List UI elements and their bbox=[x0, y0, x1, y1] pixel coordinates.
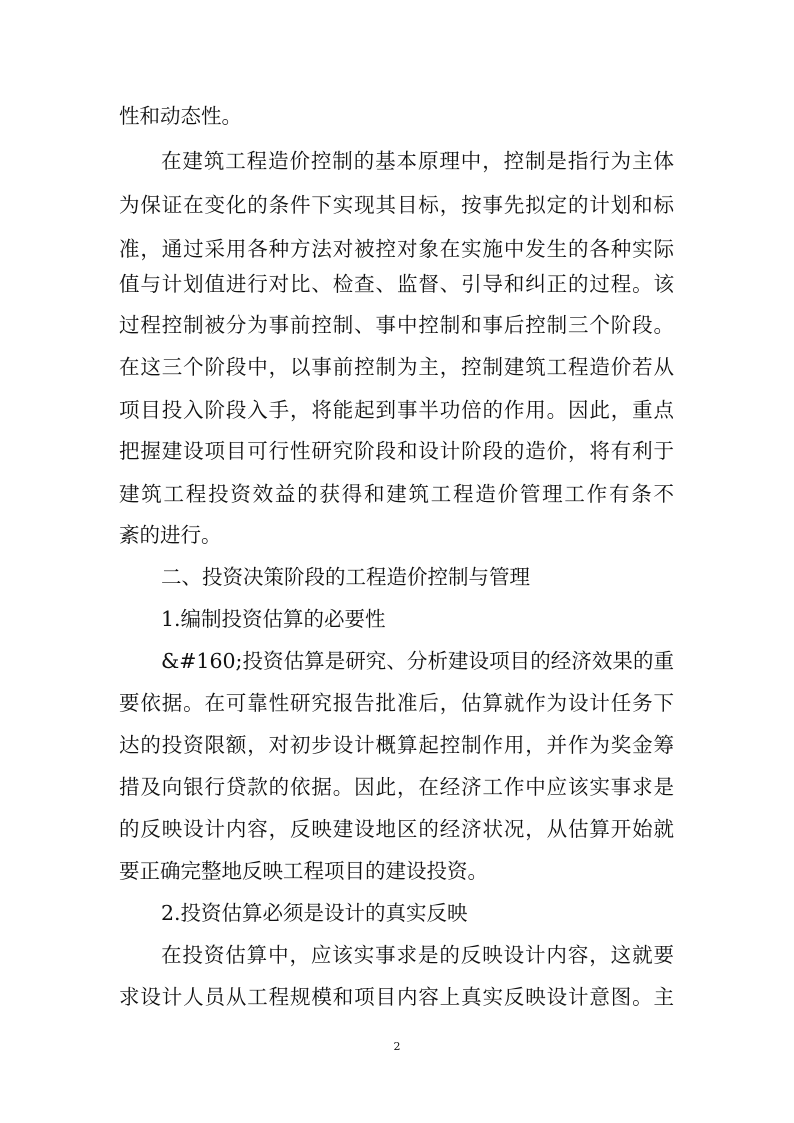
text-line: 性和动态性。 bbox=[119, 104, 242, 128]
text-line: 为保证在变化的条件下实现其目标，按事先拟定的计划和标 bbox=[119, 193, 674, 217]
text-line: 的反映设计内容，反映建设地区的经济状况，从估算开始就 bbox=[119, 817, 674, 841]
subsection-heading: 1.编制投资估算的必要性 bbox=[161, 607, 386, 631]
text-line: 在这三个阶段中，以事前控制为主，控制建筑工程造价若从 bbox=[119, 355, 674, 379]
text-line: 达的投资限额，对初步设计概算起控制作用，并作为奖金筹 bbox=[119, 733, 674, 757]
subsection-heading: 2.投资估算必须是设计的真实反映 bbox=[161, 901, 468, 925]
text-line: 项目投入阶段入手，将能起到事半功倍的作用。因此，重点 bbox=[119, 398, 674, 422]
text-line: 准，通过采用各种方法对被控对象在实施中发生的各种实际 bbox=[119, 237, 674, 261]
text-line: 求设计人员从工程规模和项目内容上真实反映设计意图。主 bbox=[119, 985, 674, 1009]
text-line: 建筑工程投资效益的获得和建筑工程造价管理工作有条不 bbox=[119, 482, 674, 506]
text-line: 要正确完整地反映工程项目的建设投资。 bbox=[119, 859, 488, 883]
section-heading: 二、投资决策阶段的工程造价控制与管理 bbox=[161, 565, 530, 589]
text-line: 过程控制被分为事前控制、事中控制和事后控制三个阶段。 bbox=[119, 313, 674, 337]
text-line: 紊的进行。 bbox=[119, 523, 222, 547]
text-line: 把握建设项目可行性研究阶段和设计阶段的造价，将有利于 bbox=[119, 439, 674, 463]
text-line: 在投资估算中，应该实事求是的反映设计内容，这就要 bbox=[161, 943, 674, 967]
text-line: 措及向银行贷款的依据。因此，在经济工作中应该实事求是 bbox=[119, 775, 674, 799]
page-number: 2 bbox=[393, 1040, 401, 1053]
text-line: 值与计划值进行对比、检查、监督、引导和纠正的过程。该 bbox=[119, 272, 674, 296]
text-line: 在建筑工程造价控制的基本原理中，控制是指行为主体 bbox=[161, 149, 674, 173]
text-line: &#160;投资估算是研究、分析建设项目的经济效果的重 bbox=[161, 649, 674, 673]
text-line: 要依据。在可靠性研究报告批准后，估算就作为设计任务下 bbox=[119, 691, 674, 715]
